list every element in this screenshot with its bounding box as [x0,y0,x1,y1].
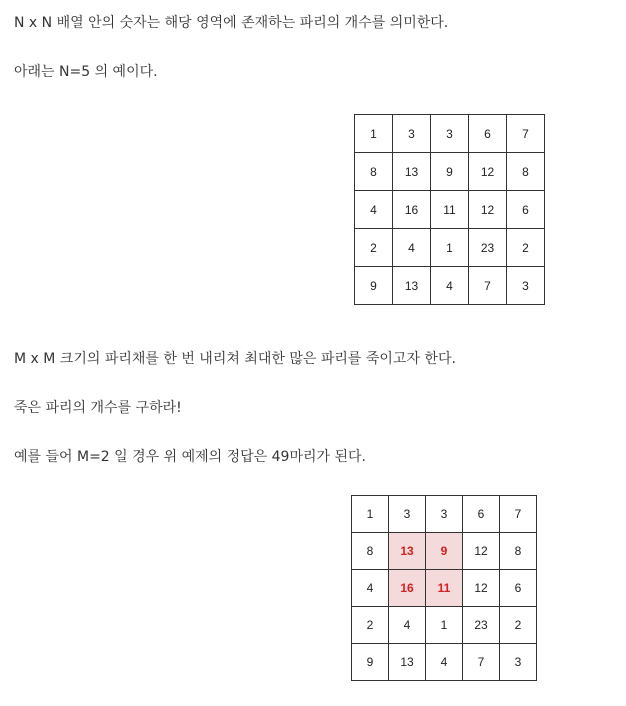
grid-cell: 23 [463,607,500,644]
grid-row [352,496,537,533]
grid-cell-highlighted: 13 [389,533,426,570]
grid-row [355,191,545,229]
grid-cell: 2 [355,229,393,267]
grid-cell: 1 [355,115,393,153]
grid-cell: 2 [352,607,389,644]
grid-cell: 6 [507,191,545,229]
grid-cell: 13 [389,644,426,681]
grid-cell-highlighted: 9 [426,533,463,570]
grid-cell: 7 [469,267,507,305]
grid-cell: 8 [352,533,389,570]
grid-cell: 4 [393,229,431,267]
grid-cell: 2 [500,607,537,644]
grid-cell: 13 [393,267,431,305]
grid-cell: 7 [463,644,500,681]
grid-row [355,267,545,305]
question-text: 죽은 파리의 개수를 구하라! [14,400,182,416]
example-grid-highlighted [351,495,537,681]
grid-cell: 4 [431,267,469,305]
grid-row [352,607,537,644]
grid-cell: 3 [431,115,469,153]
grid-cell: 8 [355,153,393,191]
grid-cell: 8 [507,153,545,191]
grid-cell: 9 [355,267,393,305]
grid-cell: 3 [393,115,431,153]
grid-cell: 4 [389,607,426,644]
grid-row [355,115,545,153]
task-text: M x M 크기의 파리채를 한 번 내리쳐 최대한 많은 파리를 죽이고자 한다. [14,351,456,367]
grid-cell: 23 [469,229,507,267]
grid-row [352,533,537,570]
grid-cell: 9 [352,644,389,681]
grid-cell: 7 [500,496,537,533]
grid-row [352,570,537,607]
example-answer-text: 예를 들어 M=2 일 경우 위 예제의 정답은 49마리가 된다. [14,449,366,465]
example-intro-text: 아래는 N=5 의 예이다. [14,64,158,80]
grid-cell: 11 [431,191,469,229]
grid-cell: 6 [463,496,500,533]
grid-cell: 12 [463,533,500,570]
grid-cell: 4 [426,644,463,681]
grid-cell: 1 [352,496,389,533]
grid-cell-highlighted: 16 [389,570,426,607]
grid-cell: 1 [426,607,463,644]
grid-row [352,644,537,681]
grid-cell: 8 [500,533,537,570]
grid-cell: 2 [507,229,545,267]
grid-cell: 3 [507,267,545,305]
example-grid [354,114,545,305]
grid-cell: 9 [431,153,469,191]
grid-cell: 6 [500,570,537,607]
grid-cell: 3 [389,496,426,533]
grid-cell-highlighted: 11 [426,570,463,607]
grid-cell: 16 [393,191,431,229]
grid-cell: 4 [355,191,393,229]
grid-row [355,153,545,191]
intro-text: N x N 배열 안의 숫자는 해당 영역에 존재하는 파리의 개수를 의미한다. [14,15,449,31]
grid-cell: 6 [469,115,507,153]
grid-cell: 3 [500,644,537,681]
grid-cell: 7 [507,115,545,153]
grid-cell: 4 [352,570,389,607]
grid-cell: 3 [426,496,463,533]
grid-cell: 12 [463,570,500,607]
grid-cell: 12 [469,153,507,191]
grid-cell: 12 [469,191,507,229]
grid-cell: 13 [393,153,431,191]
grid-row [355,229,545,267]
grid-cell: 1 [431,229,469,267]
